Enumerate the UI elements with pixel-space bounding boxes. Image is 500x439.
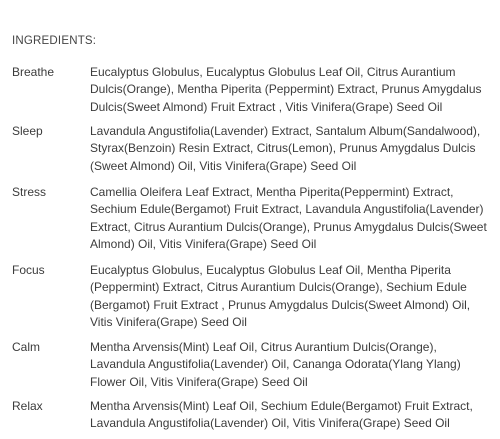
blend-name: Sleep (12, 124, 43, 138)
ingredient-line: Mentha Arvensis(Mint) Leaf Oil, Sechium Edule(Bergamot) Fruit Extract, (90, 399, 473, 413)
ingredient-list (90, 123, 492, 175)
ingredient-line: Eucalyptus Globulus, Eucalyptus Globulus Leaf Oil, Mentha Piperita (90, 263, 451, 277)
blend-name: Calm (12, 340, 41, 354)
ingredients-heading: INGREDIENTS: (12, 35, 97, 47)
ingredient-line: Sechium Edule(Bergamot) Fruit Extract, Lavandula Angustifolia(Lavender) (90, 202, 484, 217)
ingredient-line: (Bergamot) Fruit Extract , Prunus Amygdalus Dulcis(Sweet Almond) Oil, (90, 297, 471, 312)
ingredient-line: Mentha Arvensis(Mint) Leaf Oil, Citrus Aurantium Dulcis(Orange), (90, 340, 437, 354)
ingredient-list (90, 184, 492, 254)
ingredient-line: Extract, Citrus Aurantium Dulcis(Orange), Prunus Amygdalus Dulcis(Sweet (90, 219, 487, 234)
blend-name: Focus (12, 263, 45, 277)
ingredient-line: Lavandula Angustifolia(Lavender) Oil, Cananga Odorata(Ylang Ylang) (90, 357, 461, 372)
blend-name: Breathe (12, 65, 55, 79)
ingredient-line: Lavandula Angustifolia(Lavender) Oil, Vitis Vinifera(Grape) Seed Oil (90, 416, 450, 431)
ingredient-line: Almond) Oil, Vitis Vinifera(Grape) Seed Oil (90, 237, 317, 252)
ingredient-line: Vitis Vinifera(Grape) Seed Oil (90, 315, 247, 330)
ingredient-line: Dulcis(Orange), Mentha Piperita (Peppermint) Extract, Prunus Amygdalus (90, 82, 482, 97)
ingredient-line: Dulcis(Sweet Almond) Fruit Extract , Vitis Vinifera(Grape) Seed Oil (90, 99, 443, 114)
blend-name: Relax (12, 399, 43, 413)
ingredient-line: Flower Oil, Vitis Vinifera(Grape) Seed Oil (90, 374, 308, 389)
blend-name: Stress (12, 185, 47, 199)
ingredient-line: (Peppermint) Extract, Citrus Aurantium Dulcis(Orange), Sechium Edule (90, 280, 467, 295)
ingredient-line: Styrax(Benzoin) Resin Extract, Citrus(Lemon), Prunus Amygdalus Dulcis (90, 141, 476, 156)
ingredient-line: (Sweet Almond) Oil, Vitis Vinifera(Grape) Seed Oil (90, 158, 357, 173)
ingredient-list (90, 398, 492, 433)
ingredient-list (90, 64, 492, 116)
ingredient-line: Lavandula Angustifolia(Lavender) Extract, Santalum Album(Sandalwood), (90, 124, 481, 138)
ingredient-line: Camellia Oleifera Leaf Extract, Mentha Piperita(Peppermint) Extract, (90, 185, 454, 199)
ingredient-line: Eucalyptus Globulus, Eucalyptus Globulus Leaf Oil, Citrus Aurantium (90, 65, 456, 79)
ingredient-list (90, 262, 492, 332)
ingredient-list (90, 339, 492, 391)
